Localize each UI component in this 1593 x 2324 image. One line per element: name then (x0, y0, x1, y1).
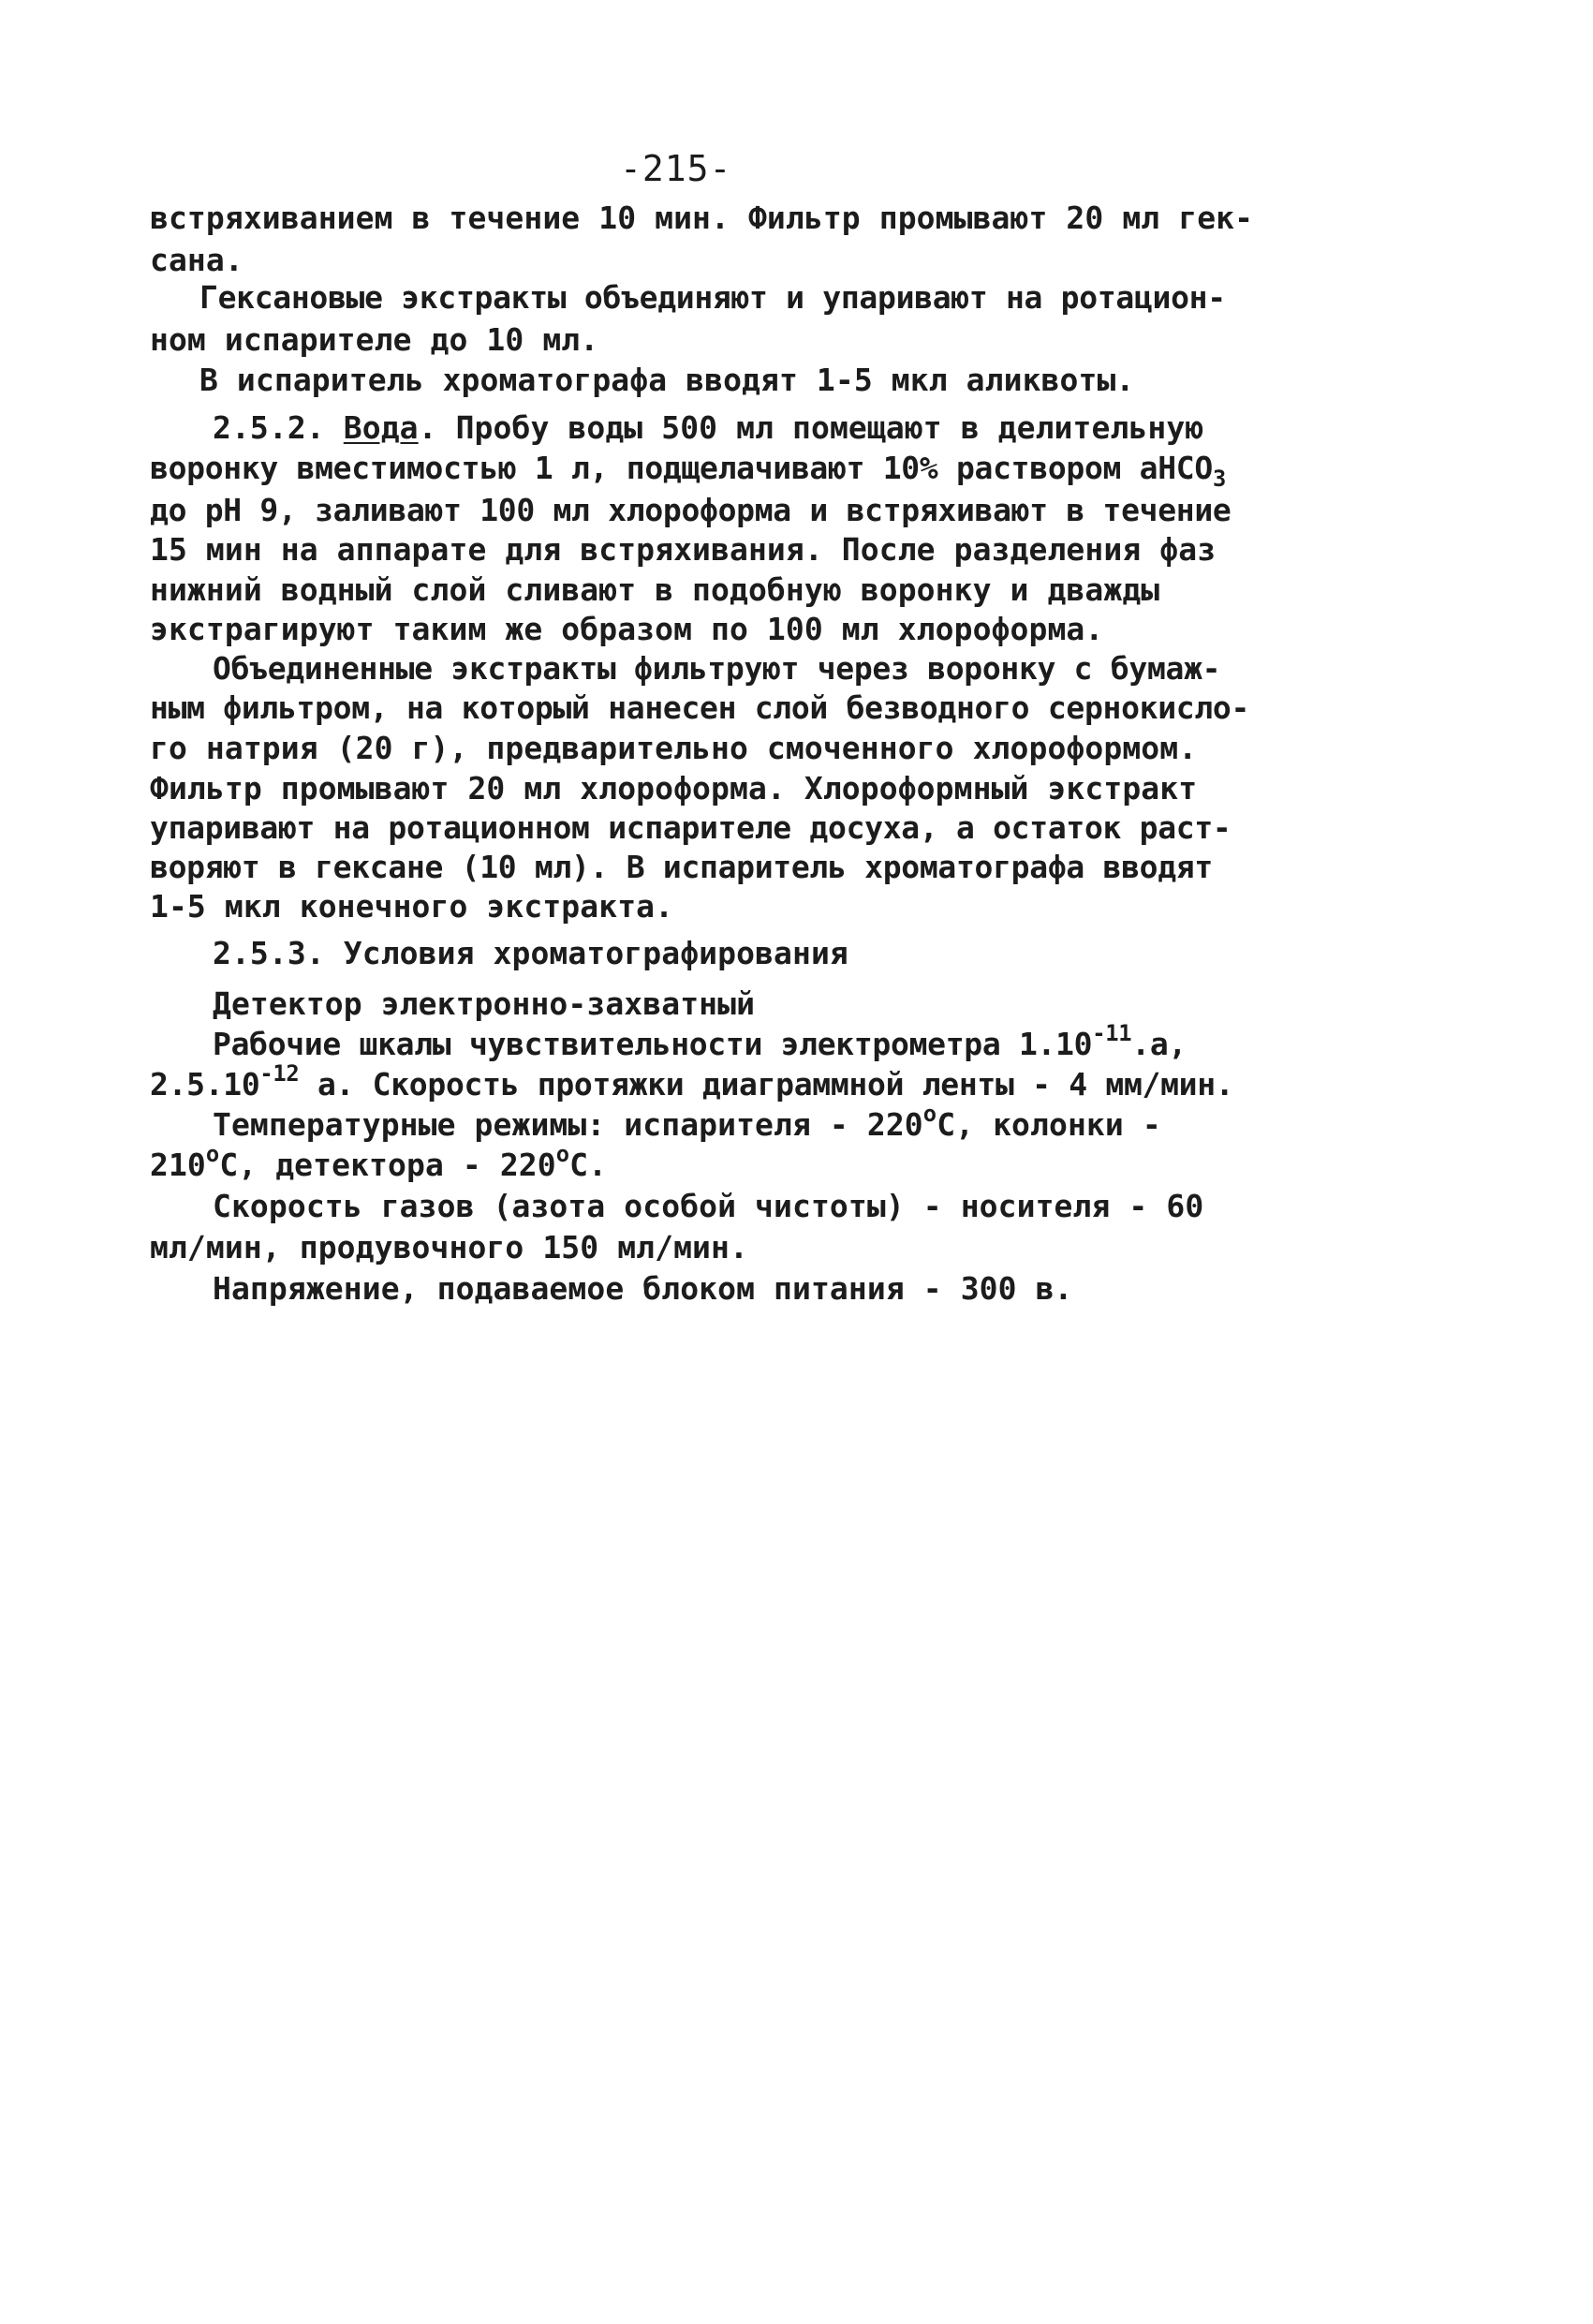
degree-mark: о (922, 1101, 937, 1128)
subheading-water: Вода (343, 409, 419, 446)
exponent-minus-12: -12 (259, 1060, 300, 1088)
scales-line-1-text: Рабочие шкалы чувствительности электрометра 1.10 (213, 1026, 1093, 1062)
paragraph-1-line-2: сана. (150, 242, 243, 278)
temperature-line-1-b: С, колонки - (937, 1106, 1161, 1143)
exponent-minus-11: -11 (1092, 1020, 1132, 1047)
paragraph-5-line-5: упаривают на ротационном испарителе досуха, а остаток раст- (150, 809, 1232, 846)
paragraph-5-line-2: ным фильтром, на который нанесен слой безводного сернокисло- (150, 689, 1250, 726)
section-heading-conditions: 2.5.3. Условия хроматографирования (213, 935, 848, 971)
paragraph-5-line-3: го натрия (20 г), предварительно смоченного хлороформом. (150, 730, 1198, 766)
paragraph-4-line-1 (213, 409, 1203, 447)
paragraph-2-line-2: ном испарителе до 10 мл. (150, 321, 599, 358)
paragraph-5-line-1: Объединенные экстракты фильтруют через воронку с бумаж- (213, 650, 1221, 687)
paragraph-4-line-4: 15 мин на аппарате для встряхивания. После разделения фаз (150, 531, 1217, 568)
temperature-line-1-a: Температурные режимы: испарителя - 220 (213, 1106, 923, 1143)
paragraph-5-line-7: 1-5 мкл конечного экстракта. (150, 888, 674, 925)
scales-line-2-end: а. Скорость протяжки диаграммной ленты - 4 мм/мин. (299, 1066, 1234, 1103)
temperature-line-1 (213, 1101, 1161, 1144)
section-number-252: 2.5.2. (213, 409, 344, 446)
paragraph-4-line-1-rest: . Пробу воды 500 мл помещают в делительную (418, 409, 1204, 446)
scales-line-2-text: 2.5.10 (150, 1066, 260, 1103)
paragraph-4-line-2-text: воронку вместимостью 1 л, подщелачивают 10% раствором aHCO (150, 450, 1213, 486)
paragraph-3-line-1: В испаритель хроматографа вводят 1-5 мкл аликвоты. (199, 362, 1135, 398)
paragraph-5-line-4: Фильтр промывают 20 мл хлороформа. Хлороформный экстракт (150, 770, 1198, 807)
page-number: -215- (620, 148, 732, 189)
temperature-line-2-b: С, детектора - 220 (219, 1147, 556, 1183)
temperature-line-2-c: С. (569, 1147, 608, 1183)
degree-mark: о (205, 1141, 220, 1168)
subscript-3: 3 (1212, 465, 1226, 492)
paragraph-4-line-3: до рН 9, заливают 100 мл хлороформа и встряхивают в течение (150, 492, 1232, 528)
scales-line-1-end: .а, (1131, 1026, 1187, 1062)
detector-line: Детектор электронно-захватный (213, 985, 756, 1022)
paragraph-4-line-2 (150, 450, 1226, 492)
paragraph-2-line-1: Гексановые экстракты объединяют и упаривают на ротацион- (199, 279, 1226, 316)
paragraph-5-line-6: воряют в гексане (10 мл). В испаритель хроматографа вводят (150, 849, 1213, 885)
temperature-line-2-a: 210 (150, 1147, 206, 1183)
degree-mark: о (555, 1141, 570, 1168)
paragraph-4-line-5: нижний водный слой сливают в подобную воронку и дважды (150, 571, 1160, 608)
scales-line-2 (150, 1060, 1234, 1103)
paragraph-4-line-6: экстрагируют таким же образом по 100 мл хлороформа. (150, 611, 1104, 647)
paragraph-1-line-1: встряхиванием в течение 10 мин. Фильтр промывают 20 мл гек- (150, 200, 1254, 236)
gas-speed-line-1: Скорость газов (азота особой чистоты) - носителя - 60 (213, 1188, 1204, 1224)
scales-line-1 (213, 1020, 1187, 1063)
voltage-line: Напряжение, подаваемое блоком питания - 300 в. (213, 1270, 1073, 1307)
gas-speed-line-2: мл/мин, продувочного 150 мл/мин. (150, 1229, 748, 1266)
temperature-line-2 (150, 1141, 608, 1184)
